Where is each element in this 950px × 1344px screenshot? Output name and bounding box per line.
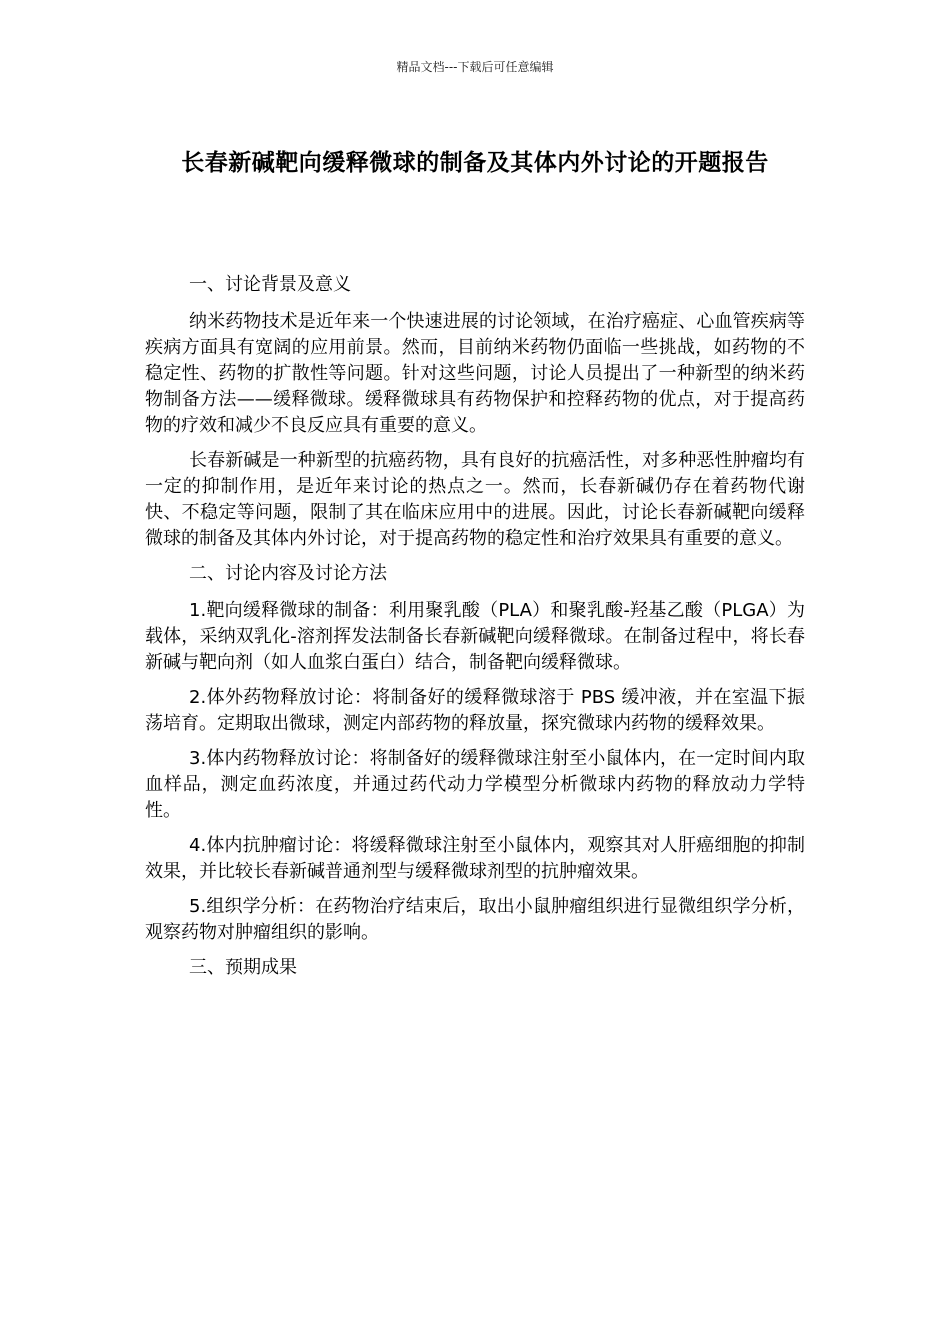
method-item-in-vivo-antitumor: 4.体内抗肿瘤讨论：将缓释微球注射至小鼠体内，观察其对人肝癌细胞的抑制效果，并比较长春新碱普通剂型与缓释微球剂型的抗肿瘤效果。: [145, 835, 805, 882]
page-header-note: 精品文档---下载后可任意编辑: [396, 60, 554, 74]
document-body: [145, 272, 805, 992]
document-title: 长春新碱靶向缓释微球的制备及其体内外讨论的开题报告: [181, 150, 769, 176]
method-item-preparation: 1.靶向缓释微球的制备：利用聚乳酸（PLA）和聚乳酸-羟基乙酸（PLGA）为载体，采纳双乳化-溶剂挥发法制备长春新碱靶向缓释微球。在制备过程中，将长春新碱与靶向剂（如人血浆白蛋白）结合，制备靶向缓释微球。: [145, 600, 805, 673]
method-item-in-vivo-release: 3.体内药物释放讨论：将制备好的缓释微球注射至小鼠体内，在一定时间内取血样品，测定血药浓度，并通过药代动力学模型分析微球内药物的释放动力学特性。: [145, 748, 805, 821]
section-heading-expected-results: 三、预期成果: [189, 957, 297, 978]
paragraph-vincristine-background: 长春新碱是一种新型的抗癌药物，具有良好的抗癌活性，对多种恶性肿瘤均有一定的抑制作用，是近年来讨论的热点之一。然而，长春新碱仍存在着药物代谢快、不稳定等问题，限制了其在临床应用中的进展。因此，讨论长春新碱靶向缓释微球的制备及其体内外讨论，对于提高药物的稳定性和治疗效果具有重要的意义。: [145, 450, 805, 549]
paragraph-nano-drug-background: 纳米药物技术是近年来一个快速进展的讨论领域，在治疗癌症、心血管疾病等疾病方面具有宽阔的应用前景。然而，目前纳米药物仍面临一些挑战，如药物的不稳定性、药物的扩散性等问题。针对这些问题，讨论人员提出了一种新型的纳米药物制备方法——缓释微球。缓释微球具有药物保护和控释药物的优点，对于提高药物的疗效和减少不良反应具有重要的意义。: [145, 311, 805, 436]
method-item-in-vitro-release: 2.体外药物释放讨论：将制备好的缓释微球溶于 PBS 缓冲液，并在室温下振荡培育。定期取出微球，测定内部药物的释放量，探究微球内药物的缓释效果。: [145, 687, 805, 734]
section-heading-background: 一、讨论背景及意义: [189, 274, 351, 295]
section-heading-methods: 二、讨论内容及讨论方法: [189, 563, 387, 584]
method-item-histology: 5.组织学分析：在药物治疗结束后，取出小鼠肿瘤组织进行显微组织学分析，观察药物对肿瘤组织的影响。: [145, 896, 805, 943]
